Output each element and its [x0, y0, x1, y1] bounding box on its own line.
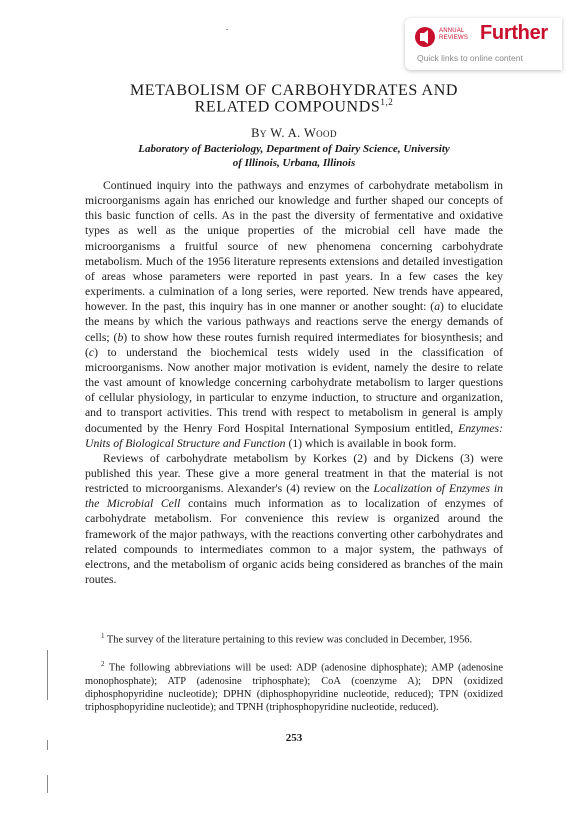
publisher-name: ANNUAL REVIEWS [439, 28, 469, 41]
title-footnote-refs: 1,2 [380, 97, 394, 107]
margin-mark [47, 650, 48, 700]
page-number: 253 [285, 732, 303, 744]
further-subtitle: Quick links to online content [417, 53, 523, 63]
review-title: Localization of Enzymes in the Microbial Cell [85, 482, 503, 511]
affiliation-line1: Laboratory of Bacteriology, Department of Dairy Science, University [138, 143, 450, 155]
paragraph-1: Continued inquiry into the pathways and enzymes of carbohydrate metabolism in microorganisms again has enriched our knowledge and further shaped our concepts of this basic function of cells. As in the past the diversity of fermentative and oxidative types as well as the unique properties of the microbial cell have made the microorganisms a fruitful source of new phenomena concerning carbohydrate metabolism. Much of the 1956 literature represents extensions and detailed investigation of areas whose parameters were reported in past years. In a few cases the key experiments. a culmination of a long series, were reported. New trends have appeared, however. In the past, this inquiry has in one manner or another sought: (a) to elucidate the means by which the various pathways and reactions serve the energy demands of cells; (b) to show how these routes furnish required intermediates for biosynthesis; and (c) to understand the biochemical tests widely used in the classification of microorganisms. Now another major motivation is evident, namely the desire to relate the vast amount of knowledge concerning carbohydrate metabolism to larger questions of cellular physiology, in particular to enzyme induction, to structure and organization, and to transport activities. This trend with respect to metabolism in general is amply documented by the Henry Ford Hospital International Symposium entitled, Enzymes: Units of Biological Structure and Function (1) which is available in book form. [85, 179, 503, 450]
footnote-2: $^2$ The following abbreviations will be used: ADP (adenosine diphosphate); AMP (adenosine monophosphate); ATP (adenosine triphosphate); CoA (coenzyme A); DPN (oxidized diphosphopyridine nucleotide); DPHN (diphosphopyridine nucleotide, reduced); TPN (oxidized triphosphopyridine nucleotide); and TPNH (triphosphopyridine nucleotide, reduced). [85, 660, 503, 714]
footnote-1: $^1$ The survey of the literature pertaining to this review was concluded in December, 1956. [101, 632, 473, 646]
further-banner[interactable] [405, 18, 562, 70]
article-title-line1: METABOLISM OF CARBOHYDRATES AND [129, 82, 459, 99]
author-line: By W. A. Wood [251, 126, 337, 140]
article-title-line2: RELATED COMPOUNDS$^{1,2}$ [194, 97, 394, 116]
symposium-title: Enzymes: Units of Biological Structure and Function [85, 421, 503, 450]
margin-mark [47, 740, 48, 750]
affiliation-line2: of Illinois, Urbana, Illinois [232, 157, 356, 169]
margin-mark [47, 775, 48, 793]
further-label: Further [480, 22, 548, 44]
scan-speck [226, 29, 228, 30]
article-body [85, 178, 503, 587]
author-name: W. A. Wood [270, 126, 337, 140]
annual-reviews-logo-icon [415, 27, 435, 47]
paragraph-2: Reviews of carbohydrate metabolism by Korkes (2) and by Dickens (3) were published this year. These give a more general treatment in that the material is not restricted to microorganisms. Alexander's (4) review on the Localization of Enzymes in the Microbial Cell contains much information as to localization of enzymes of carbohydrate metabolism. For convenience this review is organized around the framework of the major pathways, with the reactions converting other carbohydrates and related compounds to intermediates common to a major system, the pathways of electrons, and the metabolism of organic acids being considered as branches of the main routes. [85, 451, 503, 587]
